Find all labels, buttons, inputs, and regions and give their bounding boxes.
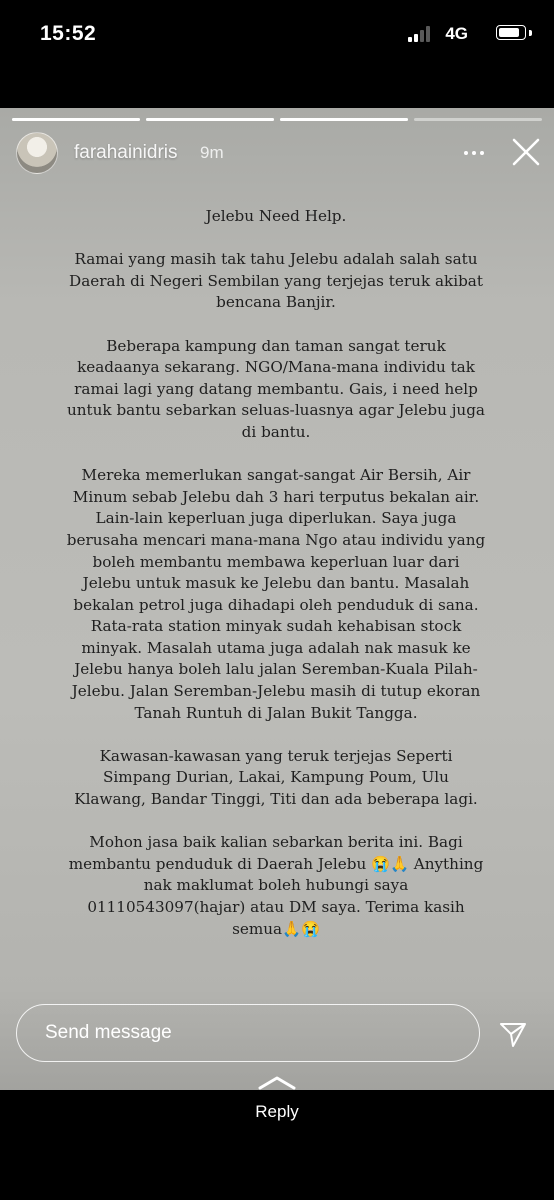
- network-label: 4G: [445, 24, 468, 43]
- caption-paragraph: Jelebu Need Help.: [205, 207, 347, 225]
- status-bar: [0, 0, 554, 108]
- story-caption: [66, 206, 486, 962]
- story-progress-segment: [12, 118, 140, 121]
- battery-tip: [529, 30, 532, 36]
- story-time-ago: 9m: [200, 143, 224, 162]
- caption-paragraph: Beberapa kampung dan taman sangat teruk keadaanya sekarang. NGO/Mana-mana individu tak ramai lagi yang datang membantu. Gais, i need help untuk bantu sebarkan seluas-luasnya agar Jelebu juga di bantu.: [66, 336, 485, 441]
- status-time: 15:52: [40, 22, 97, 45]
- story-progress-segment: [280, 118, 408, 121]
- signal-icon: [408, 26, 432, 42]
- story-progress-bar: [12, 118, 542, 121]
- caption-paragraph: Mohon jasa baik kalian sebarkan berita ini. Bagi membantu penduduk di Daerah Jelebu 😭🙏 Anything nak maklumat boleh hubungi saya 01110543097(hajar) atau DM saya. Terima kasih semua🙏😭: [68, 833, 484, 938]
- send-message-input[interactable]: Send message: [16, 1004, 480, 1062]
- reply-swipe-area[interactable]: [0, 1090, 554, 1200]
- caption-paragraph: Mereka memerlukan sangat-sangat Air Bersih, Air Minum sebab Jelebu dah 3 hari terputus bekalan air. Lain-lain keperluan juga diperlukan. Saya juga berusaha mencari mana-mana Ngo atau individu yang boleh membantu membawa keperluan luar dari Jelebu untuk masuk ke Jelebu dan bantu. Masalah bekalan petrol juga dihadapi oleh penduduk di sana. Rata-rata station minyak sudah kehabisan stock minyak. Masalah utama juga adalah nak masuk ke Jelebu hanya boleh lalu jalan Seremban-Kuala Pilah-Jelebu. Jalan Seremban-Jelebu masih di tutup ekoran Tanah Runtuh di Jalan Bukit Tangga.: [66, 466, 486, 722]
- story-progress-segment: [414, 118, 542, 121]
- caption-paragraph: Kawasan-kawasan yang teruk terjejas Seperti Simpang Durian, Lakai, Kampung Poum, Ulu Klawang, Bandar Tinggi, Titi dan ada beberapa lagi.: [74, 746, 478, 809]
- send-icon[interactable]: [498, 1019, 528, 1049]
- battery-icon: [496, 25, 526, 40]
- story-progress-segment: [146, 118, 274, 121]
- close-icon[interactable]: [510, 136, 542, 168]
- more-dots-icon[interactable]: [464, 151, 484, 156]
- chevron-up-icon: [256, 1074, 298, 1090]
- username[interactable]: farahainidris: [74, 142, 178, 163]
- avatar[interactable]: [16, 132, 58, 174]
- story-viewer[interactable]: [0, 108, 554, 1090]
- reply-label[interactable]: Reply: [255, 1102, 299, 1121]
- caption-paragraph: Ramai yang masih tak tahu Jelebu adalah salah satu Daerah di Negeri Sembilan yang terjejas teruk akibat bencana Banjir.: [69, 250, 483, 312]
